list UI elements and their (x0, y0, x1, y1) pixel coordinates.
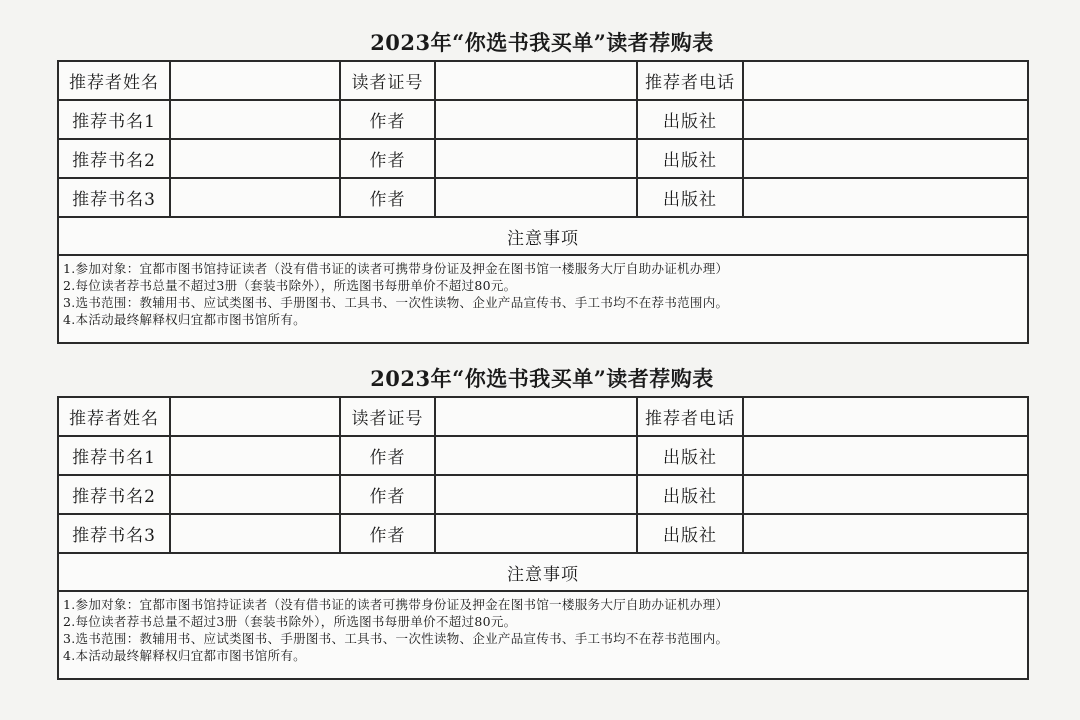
note-item: 4.本活动最终解释权归宜都市图书馆所有。 (63, 648, 306, 663)
publisher-field[interactable] (743, 514, 1028, 553)
note-item: 2.每位读者荐书总量不超过3册（套装书除外），所选图书每册单价不超过80元。 (63, 614, 517, 629)
publisher-label: 出版社 (637, 436, 743, 475)
book-title-field[interactable] (170, 100, 340, 139)
form-title: 2023年“你选书我买单”读者荐购表 (370, 30, 714, 55)
book-title-field[interactable] (170, 139, 340, 178)
publisher-field[interactable] (743, 139, 1028, 178)
book-title-label: 推荐书名1 (58, 100, 170, 139)
recommender-phone-field[interactable] (743, 397, 1028, 436)
book-title-label: 推荐书名3 (58, 514, 170, 553)
book-row (58, 139, 1028, 178)
recommender-name-label: 推荐者姓名 (58, 397, 170, 436)
reader-card-field[interactable] (435, 397, 637, 436)
form-table (57, 396, 1029, 680)
recommender-phone-label: 推荐者电话 (637, 61, 743, 100)
publisher-label: 出版社 (637, 100, 743, 139)
author-field[interactable] (435, 436, 637, 475)
form-title: 2023年“你选书我买单”读者荐购表 (370, 366, 714, 391)
author-label: 作者 (340, 436, 435, 475)
note-item: 2.每位读者荐书总量不超过3册（套装书除外），所选图书每册单价不超过80元。 (63, 278, 517, 293)
publisher-label: 出版社 (637, 178, 743, 217)
book-row (58, 178, 1028, 217)
author-label: 作者 (340, 139, 435, 178)
book-row (58, 475, 1028, 514)
recommender-name-field[interactable] (170, 397, 340, 436)
header-row (58, 397, 1028, 436)
publisher-label: 出版社 (637, 475, 743, 514)
notes-header-row (58, 217, 1028, 255)
book-title-label: 推荐书名3 (58, 178, 170, 217)
book-title-label: 推荐书名2 (58, 139, 170, 178)
book-row (58, 514, 1028, 553)
recommender-name-label: 推荐者姓名 (58, 61, 170, 100)
reader-card-label: 读者证号 (340, 61, 435, 100)
author-field[interactable] (435, 514, 637, 553)
book-title-field[interactable] (170, 178, 340, 217)
recommendation-form-2 (57, 362, 1027, 680)
recommender-phone-label: 推荐者电话 (637, 397, 743, 436)
author-label: 作者 (340, 475, 435, 514)
book-row (58, 436, 1028, 475)
header-row (58, 61, 1028, 100)
notes-title: 注意事项 (58, 553, 1028, 591)
book-title-label: 推荐书名2 (58, 475, 170, 514)
reader-card-field[interactable] (435, 61, 637, 100)
author-field[interactable] (435, 178, 637, 217)
author-field[interactable] (435, 139, 637, 178)
author-label: 作者 (340, 178, 435, 217)
notes-row (58, 591, 1028, 679)
author-label: 作者 (340, 514, 435, 553)
author-label: 作者 (340, 100, 435, 139)
notes-content (58, 255, 1028, 343)
recommender-phone-field[interactable] (743, 61, 1028, 100)
publisher-label: 出版社 (637, 514, 743, 553)
author-field[interactable] (435, 100, 637, 139)
note-item: 4.本活动最终解释权归宜都市图书馆所有。 (63, 312, 306, 327)
recommendation-form-1 (57, 26, 1027, 344)
book-title-field[interactable] (170, 436, 340, 475)
book-row (58, 100, 1028, 139)
publisher-label: 出版社 (637, 139, 743, 178)
note-item: 3.选书范围：教辅用书、应试类图书、手册图书、工具书、一次性读物、企业产品宣传书、手工书均不在荐书范围内。 (63, 631, 729, 646)
book-title-field[interactable] (170, 475, 340, 514)
note-item: 1.参加对象：宜都市图书馆持证读者（没有借书证的读者可携带身份证及押金在图书馆一楼服务大厅自助办证机办理） (63, 597, 729, 612)
notes-header-row (58, 553, 1028, 591)
notes-title: 注意事项 (58, 217, 1028, 255)
note-item: 3.选书范围：教辅用书、应试类图书、手册图书、工具书、一次性读物、企业产品宣传书、手工书均不在荐书范围内。 (63, 295, 729, 310)
notes-content (58, 591, 1028, 679)
publisher-field[interactable] (743, 436, 1028, 475)
form-table (57, 60, 1029, 344)
note-item: 1.参加对象：宜都市图书馆持证读者（没有借书证的读者可携带身份证及押金在图书馆一楼服务大厅自助办证机办理） (63, 261, 729, 276)
publisher-field[interactable] (743, 178, 1028, 217)
publisher-field[interactable] (743, 475, 1028, 514)
recommender-name-field[interactable] (170, 61, 340, 100)
book-title-field[interactable] (170, 514, 340, 553)
reader-card-label: 读者证号 (340, 397, 435, 436)
publisher-field[interactable] (743, 100, 1028, 139)
book-title-label: 推荐书名1 (58, 436, 170, 475)
author-field[interactable] (435, 475, 637, 514)
notes-row (58, 255, 1028, 343)
